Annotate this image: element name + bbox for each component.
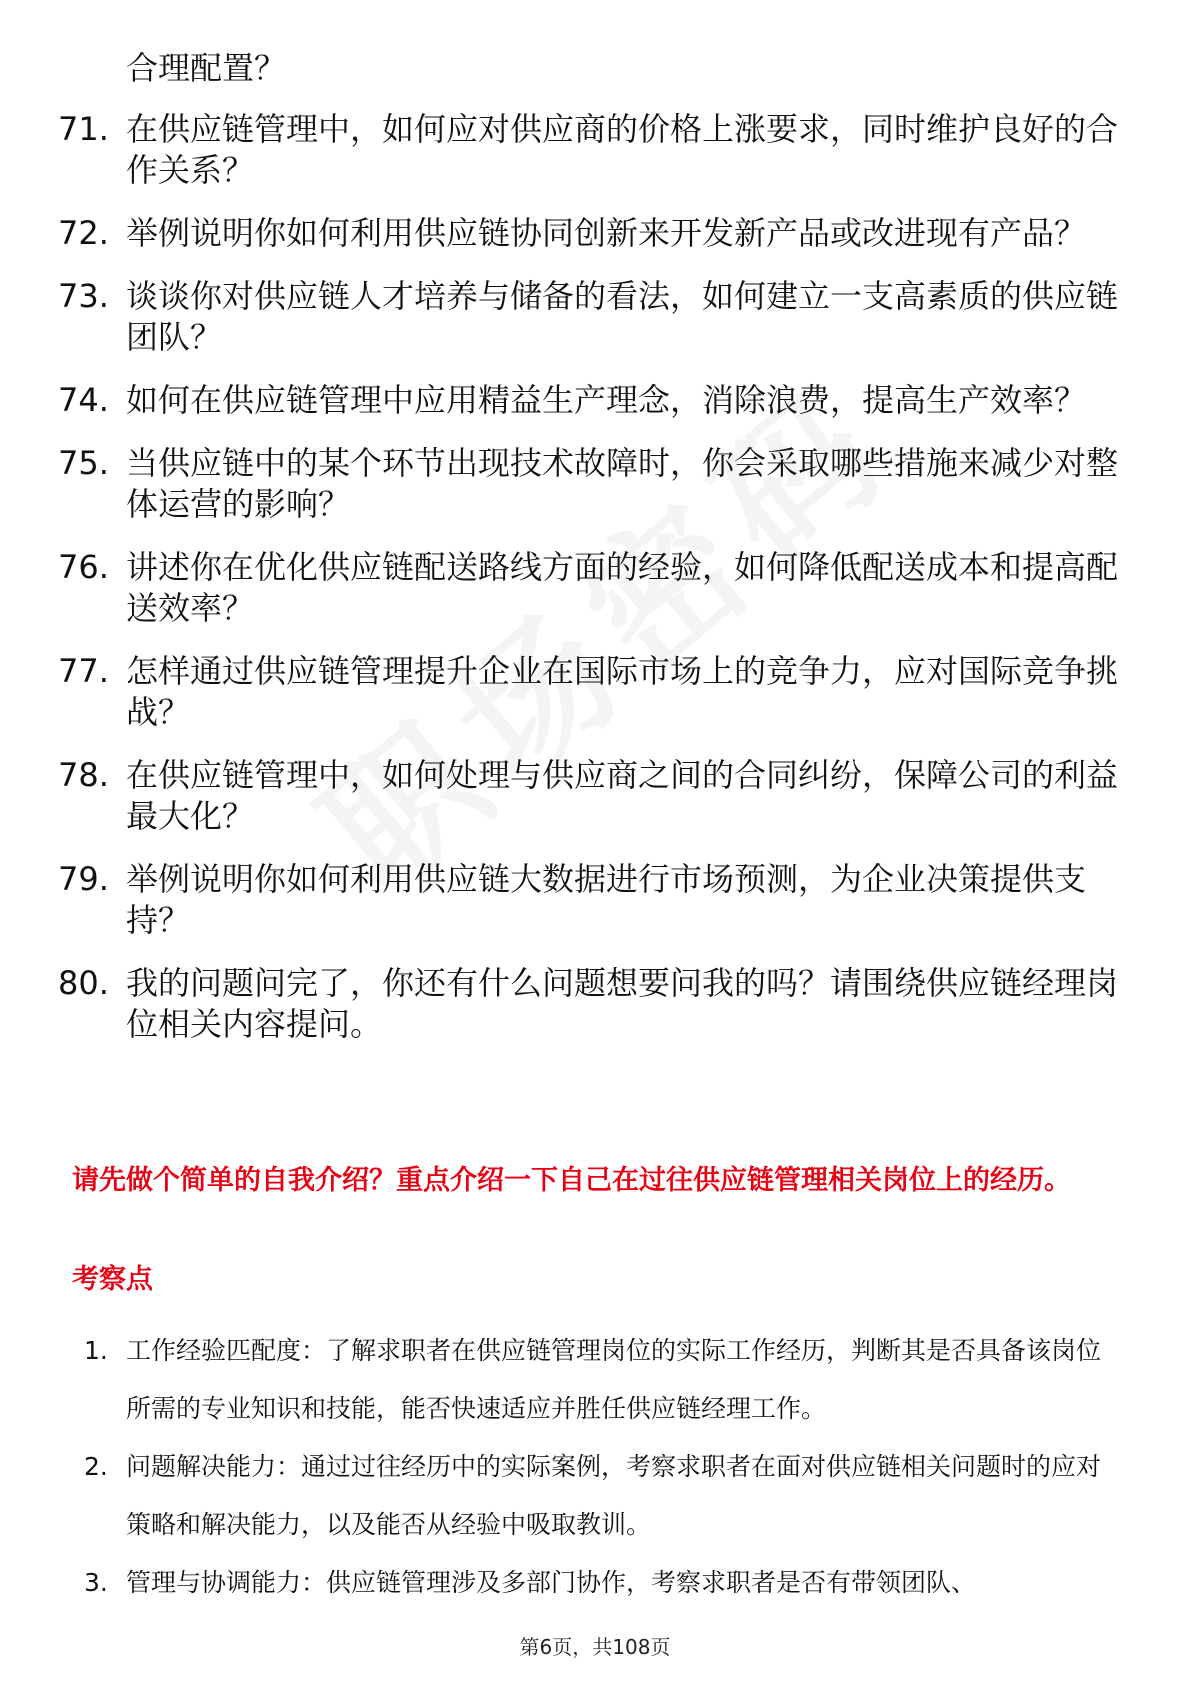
question-text: 怎样通过供应链管理提升企业在国际市场上的竞争力，应对国际竞争挑战？: [126, 652, 1119, 731]
intro-question: 请先做个简单的自我介绍？重点介绍一下自己在过往供应链管理相关岗位上的经历。: [72, 1165, 1071, 1196]
question-number: 73.: [58, 277, 109, 315]
question-list: [58, 48, 1118, 1067]
question-item: [58, 109, 1118, 191]
point-text: 问题解决能力：通过过往经历中的实际案例，考察求职者在面对供应链相关问题时的应对策略和解决能力，以及能否从经验中吸取教训。: [126, 1452, 1102, 1539]
question-item: [58, 276, 1118, 358]
point-number: 1.: [84, 1336, 108, 1365]
question-text: 谈谈你对供应链人才培养与储备的看法，如何建立一支高素质的供应链团队？: [126, 277, 1119, 356]
continuation-text: 合理配置？: [126, 49, 287, 87]
page-footer: 第6页，共108页: [519, 1635, 671, 1659]
assessment-points: [84, 1322, 1124, 1612]
question-item: [58, 213, 1118, 254]
point-text: 管理与协调能力：供应链管理涉及多部门协作，考察求职者是否有带领团队、: [126, 1568, 977, 1597]
question-text: 在供应链管理中，如何应对供应商的价格上涨要求，同时维护良好的合作关系？: [126, 110, 1119, 189]
question-text: 举例说明你如何利用供应链大数据进行市场预测，为企业决策提供支持？: [126, 860, 1087, 939]
question-item: [58, 755, 1118, 837]
question-number: 76.: [58, 548, 109, 586]
question-text: 在供应链管理中，如何处理与供应商之间的合同纠纷，保障公司的利益最大化？: [126, 756, 1119, 835]
point-number: 2.: [84, 1452, 108, 1481]
question-number: 80.: [58, 964, 109, 1002]
question-item: [58, 963, 1118, 1045]
question-text: 我的问题问完了，你还有什么问题想要问我的吗？请围绕供应链经理岗位相关内容提问。: [126, 964, 1119, 1043]
question-text: 讲述你在优化供应链配送路线方面的经验，如何降低配送成本和提高配送效率？: [126, 548, 1119, 627]
question-text: 举例说明你如何利用供应链协同创新来开发新产品或改进现有产品？: [126, 214, 1087, 252]
assessment-point: [84, 1322, 1124, 1438]
question-number: 72.: [58, 214, 109, 252]
question-text: 如何在供应链管理中应用精益生产理念，消除浪费，提高生产效率？: [126, 381, 1087, 419]
question-continuation: [58, 48, 1118, 89]
point-text: 工作经验匹配度：了解求职者在供应链管理岗位的实际工作经历，判断其是否具备该岗位所需的专业知识和技能，能否快速适应并胜任供应链经理工作。: [126, 1336, 1102, 1423]
question-item: [58, 547, 1118, 629]
question-text: 当供应链中的某个环节出现技术故障时，你会采取哪些措施来减少对整体运营的影响？: [126, 444, 1119, 523]
question-item: [58, 859, 1118, 941]
question-number: 78.: [58, 756, 109, 794]
question-number: 75.: [58, 444, 109, 482]
question-number: 77.: [58, 652, 109, 690]
question-item: [58, 443, 1118, 525]
question-number: 79.: [58, 860, 109, 898]
point-number: 3.: [84, 1568, 108, 1597]
question-item: [58, 651, 1118, 733]
question-item: [58, 380, 1118, 421]
assessment-point: [84, 1438, 1124, 1554]
section-heading: 考察点: [72, 1264, 153, 1295]
question-number: 74.: [58, 381, 109, 419]
question-number: 71.: [58, 110, 109, 148]
assessment-point: [84, 1554, 1124, 1612]
